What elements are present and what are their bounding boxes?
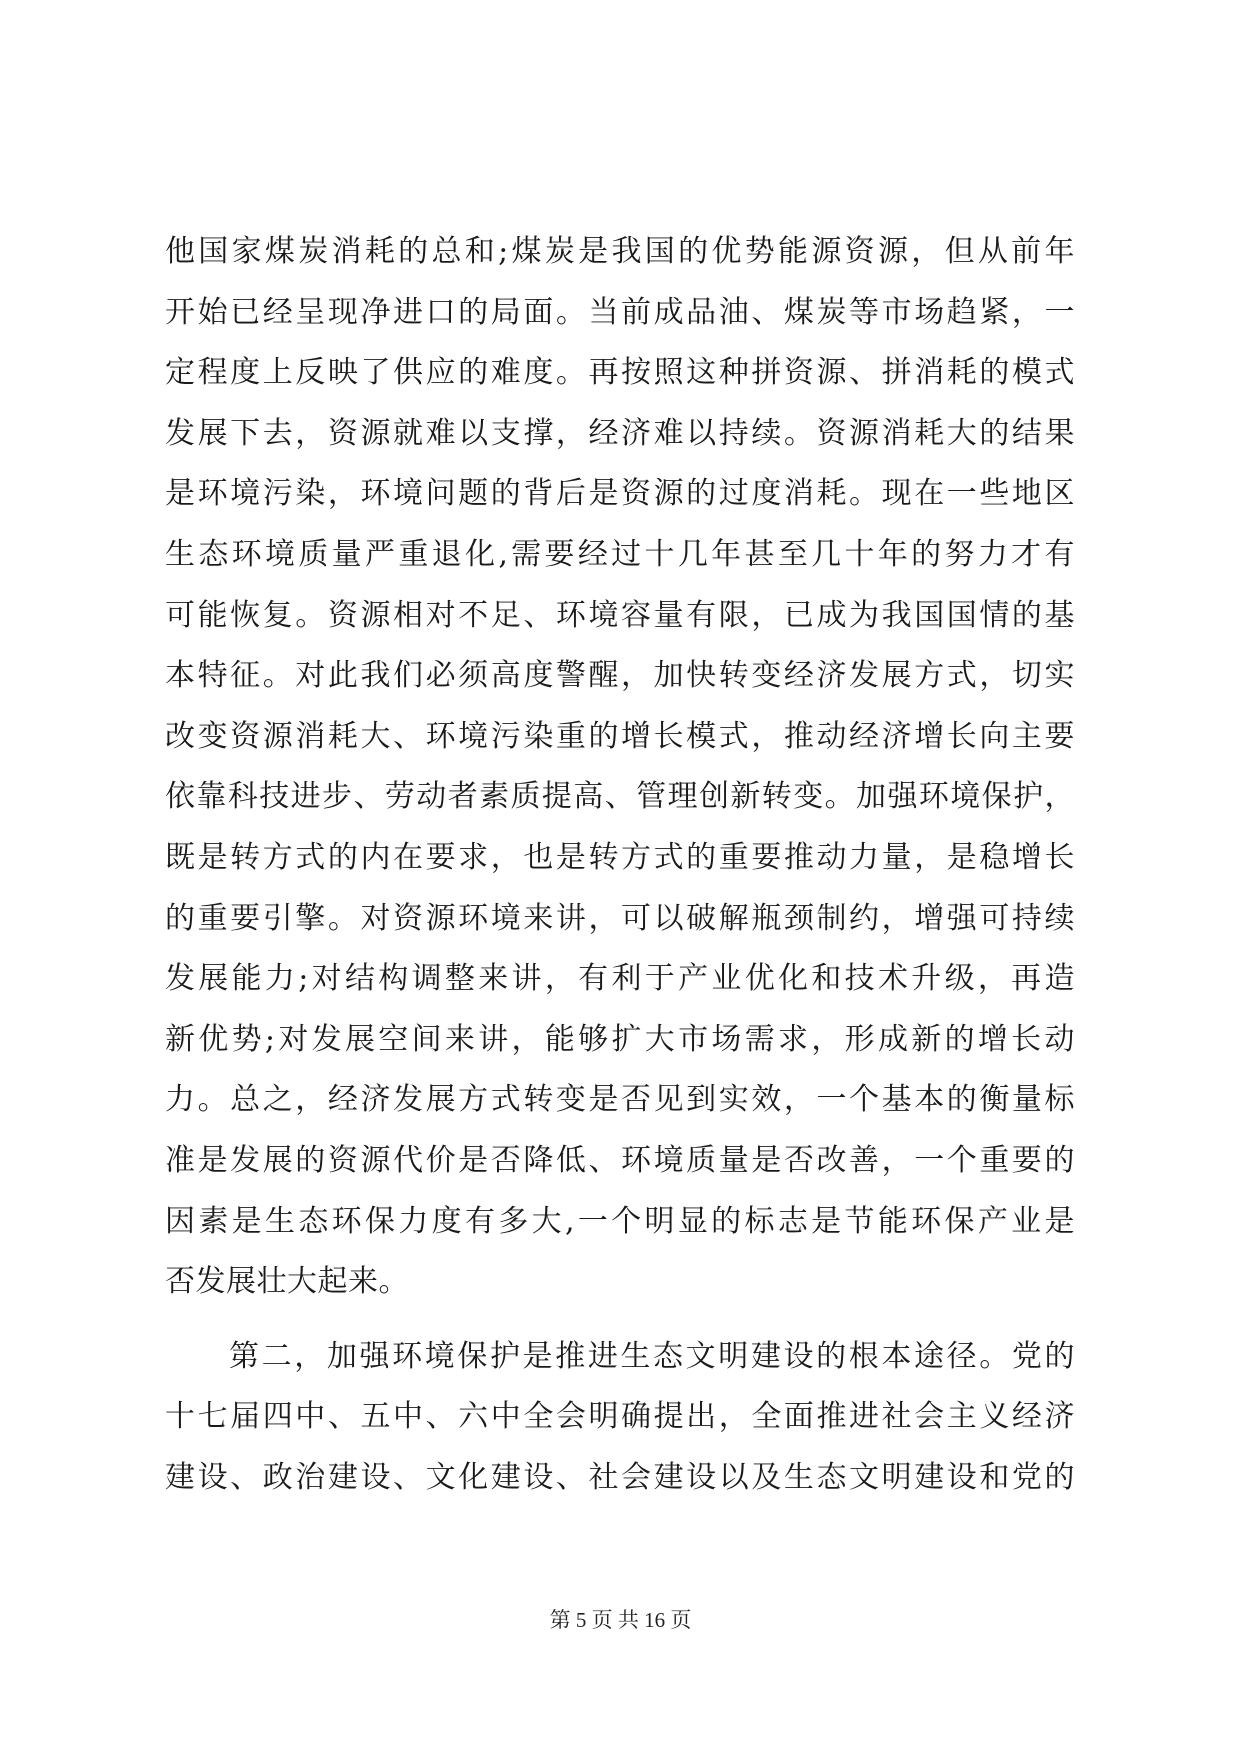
text-line: 十七届四中、五中、六中全会明确提出，全面推进社会主义经济 [165, 1399, 1075, 1435]
text-line: 力。总之，经济发展方式转变是否见到实效，一个基本的衡量标 [165, 1082, 1075, 1118]
text-line: 生态环境质量严重退化,需要经过十几年甚至几十年的努力才有 [165, 536, 1075, 572]
paragraph-2 [165, 1327, 1075, 1509]
text-line: 他国家煤炭消耗的总和;煤炭是我国的优势能源资源，但从前年 [165, 234, 1075, 269]
text-line: 可能恢复。资源相对不足、环境容量有限，已成为我国国情的基 [165, 597, 1075, 633]
text-line: 定程度上反映了供应的难度。再按照这种拼资源、拼消耗的模式 [165, 355, 1075, 391]
text-line: 是环境污染，环境问题的背后是资源的过度消耗。现在一些地区 [165, 476, 1075, 512]
body-text [165, 222, 1075, 1508]
text-line: 依靠科技进步、劳动者素质提高、管理创新转变。加强环境保护， [165, 779, 1075, 815]
paragraph-gap [165, 1313, 1075, 1327]
text-line: 的重要引擎。对资源环境来讲，可以破解瓶颈制约，增强可持续 [165, 900, 1075, 936]
text-line: 第二，加强环境保护是推进生态文明建设的根本途径。党的 [229, 1338, 1075, 1374]
text-line: 本特征。对此我们必须高度警醒，加快转变经济发展方式，切实 [165, 658, 1075, 694]
text-line: 发展下去，资源就难以支撑，经济难以持续。资源消耗大的结果 [165, 415, 1075, 451]
page-number-footer: 第 5 页 共 16 页 [549, 1608, 692, 1632]
text-line: 新优势;对发展空间来讲，能够扩大市场需求，形成新的增长动 [165, 1021, 1075, 1057]
text-line: 否发展壮大起来。 [165, 1264, 409, 1300]
text-line: 开始已经呈现净进口的局面。当前成品油、煤炭等市场趋紧，一 [165, 294, 1075, 330]
text-line: 改变资源消耗大、环境污染重的增长模式，推动经济增长向主要 [165, 718, 1075, 754]
text-line: 发展能力;对结构调整来讲，有利于产业优化和技术升级，再造 [165, 961, 1075, 997]
text-line: 既是转方式的内在要求，也是转方式的重要推动力量，是稳增长 [165, 839, 1075, 875]
text-line: 准是发展的资源代价是否降低、环境质量是否改善，一个重要的 [165, 1142, 1075, 1178]
paragraph-1 [165, 222, 1075, 1313]
text-line: 建设、政治建设、文化建设、社会建设以及生态文明建设和党的 [165, 1459, 1075, 1495]
text-line: 因素是生态环保力度有多大,一个明显的标志是节能环保产业是 [165, 1203, 1075, 1239]
